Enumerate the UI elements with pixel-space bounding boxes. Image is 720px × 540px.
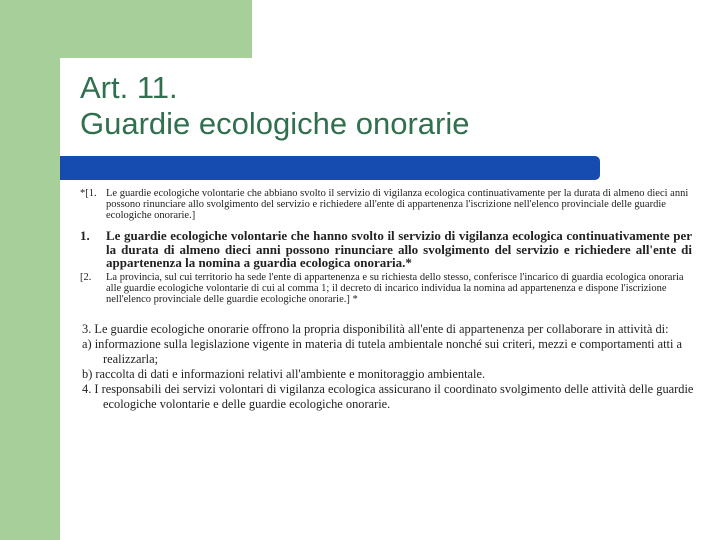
title-line-1: Art. 11. <box>80 70 178 105</box>
top-decor-band <box>0 0 252 58</box>
item-text: Le guardie ecologiche volontarie che abbiano svolto il servizio di vigilanza ecologica continuativamente per la durata di almeno dieci anni possono rinunciare allo svolgimento del servizio e richiedere all'ente di appartenenza l'iscrizione nell'elenco provinciale delle guardie ecologiche onorarie.] <box>106 188 689 221</box>
item-text: La provincia, sul cui territorio ha sede l'ente di appartenenza e su richiesta dello stesso, conferisce l'incarico di guardia ecologica onoraria alle guardie ecologiche volontarie di cui al comma 1; il decreto di incarico individua la nomina ad appartenenza e dispone l'iscrizione nell'elenco provinciale delle guardie ecologiche onorarie.] * <box>106 272 684 305</box>
paragraph: 4. I responsabili dei servizi volontari di vigilanza ecologica assicurano il coordinato svolgimento delle attività delle guardie ecologiche volontarie e delle guardie ecologiche onorarie. <box>82 382 694 411</box>
paragraph: a) informazione sulla legislazione vigente in materia di tutela ambientale nonché sui criteri, mezzi e comportamenti atti a realizzarla; <box>82 337 683 366</box>
title-line-2: Guardie ecologiche onorarie <box>80 106 470 141</box>
title-divider-bar <box>60 156 600 180</box>
body-text <box>82 322 697 412</box>
list-item <box>80 188 692 221</box>
item-text: Le guardie ecologiche volontarie che hanno svolto il servizio di vigilanza ecologica continuativamente per la durata di almeno dieci anni possono rinunciare allo svolgimento del servizio e richiedere all'ente di appartenenza la nomina a guardia ecologica onoraria.* <box>106 228 692 270</box>
item-marker: [2. <box>80 272 92 283</box>
paragraph: 3. Le guardie ecologiche onorarie offrono la propria disponibilità all'ente di appartenenza per collaborare in attività di: <box>82 322 669 336</box>
paragraph: b) raccolta di dati e informazioni relativi all'ambiente e monitoraggio ambientale. <box>82 367 486 381</box>
list-item <box>80 272 692 305</box>
slide-title <box>80 70 700 142</box>
left-decor-band <box>0 0 60 540</box>
list-item <box>80 229 692 270</box>
item-marker: 1. <box>80 228 90 243</box>
item-marker: *[1. <box>80 188 97 199</box>
